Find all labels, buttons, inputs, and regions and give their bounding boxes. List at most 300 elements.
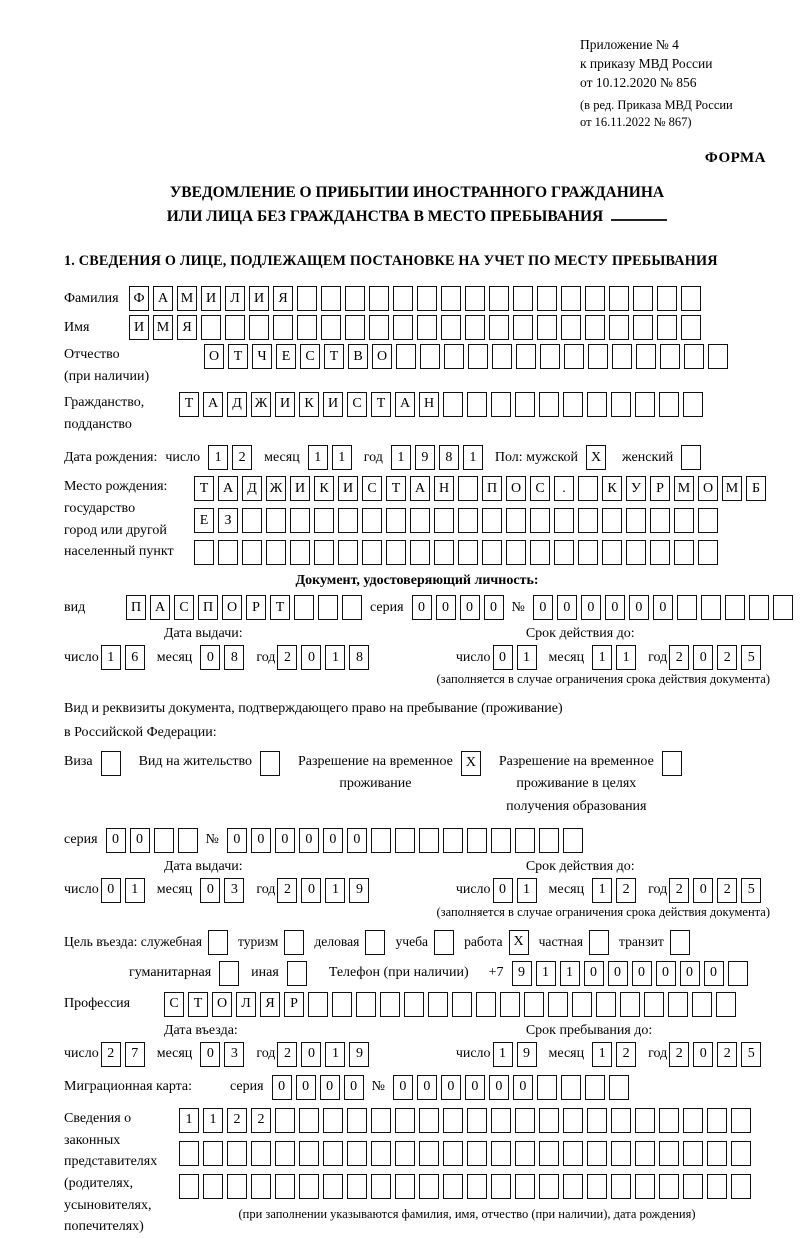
char-box[interactable] bbox=[491, 392, 511, 417]
char-box[interactable] bbox=[635, 1174, 655, 1199]
char-box[interactable]: Б bbox=[746, 476, 766, 501]
char-box[interactable] bbox=[773, 595, 793, 620]
char-box[interactable] bbox=[539, 1174, 559, 1199]
char-box[interactable]: 3 bbox=[224, 878, 244, 903]
char-box[interactable] bbox=[297, 286, 317, 311]
char-box[interactable]: 0 bbox=[347, 828, 367, 853]
char-box[interactable]: 2 bbox=[101, 1042, 121, 1067]
char-box[interactable]: 0 bbox=[200, 878, 220, 903]
char-box[interactable] bbox=[321, 286, 341, 311]
char-box[interactable] bbox=[554, 508, 574, 533]
char-box[interactable] bbox=[492, 344, 512, 369]
char-box[interactable] bbox=[452, 992, 472, 1017]
char-box[interactable] bbox=[369, 315, 389, 340]
char-box[interactable]: 0 bbox=[412, 595, 432, 620]
char-box[interactable]: X bbox=[461, 751, 481, 776]
char-box[interactable] bbox=[444, 344, 464, 369]
char-box[interactable]: Я bbox=[260, 992, 280, 1017]
char-box[interactable] bbox=[345, 286, 365, 311]
char-box[interactable]: 2 bbox=[616, 1042, 636, 1067]
char-box[interactable]: Ч bbox=[252, 344, 272, 369]
char-box[interactable] bbox=[179, 1141, 199, 1166]
char-box[interactable]: 0 bbox=[106, 828, 126, 853]
char-box[interactable] bbox=[515, 1108, 535, 1133]
char-box[interactable]: А bbox=[203, 392, 223, 417]
char-box[interactable] bbox=[275, 1141, 295, 1166]
char-box[interactable]: 1 bbox=[203, 1108, 223, 1133]
char-box[interactable]: Д bbox=[227, 392, 247, 417]
char-box[interactable] bbox=[731, 1174, 751, 1199]
char-box[interactable] bbox=[434, 540, 454, 565]
char-box[interactable] bbox=[465, 286, 485, 311]
char-box[interactable] bbox=[516, 344, 536, 369]
char-box[interactable] bbox=[561, 286, 581, 311]
char-box[interactable] bbox=[707, 1174, 727, 1199]
char-box[interactable] bbox=[539, 392, 559, 417]
char-box[interactable] bbox=[596, 992, 616, 1017]
char-box[interactable]: 7 bbox=[125, 1042, 145, 1067]
char-box[interactable]: 0 bbox=[533, 595, 553, 620]
char-box[interactable]: 1 bbox=[325, 1042, 345, 1067]
char-box[interactable] bbox=[585, 315, 605, 340]
char-box[interactable] bbox=[386, 540, 406, 565]
char-box[interactable]: 1 bbox=[208, 445, 228, 470]
char-box[interactable] bbox=[657, 286, 677, 311]
char-box[interactable] bbox=[467, 1174, 487, 1199]
char-box[interactable] bbox=[539, 1108, 559, 1133]
char-box[interactable] bbox=[633, 315, 653, 340]
char-box[interactable]: 2 bbox=[232, 445, 252, 470]
char-box[interactable] bbox=[635, 1108, 655, 1133]
char-box[interactable]: Т bbox=[194, 476, 214, 501]
char-box[interactable] bbox=[227, 1141, 247, 1166]
char-box[interactable]: Л bbox=[236, 992, 256, 1017]
char-box[interactable]: 1 bbox=[101, 645, 121, 670]
char-box[interactable] bbox=[635, 392, 655, 417]
char-box[interactable] bbox=[578, 508, 598, 533]
char-box[interactable]: 0 bbox=[441, 1075, 461, 1100]
char-box[interactable] bbox=[443, 828, 463, 853]
char-box[interactable]: С bbox=[164, 992, 184, 1017]
char-box[interactable] bbox=[201, 315, 221, 340]
char-box[interactable]: А bbox=[153, 286, 173, 311]
char-box[interactable]: 2 bbox=[669, 1042, 689, 1067]
char-box[interactable] bbox=[500, 992, 520, 1017]
char-box[interactable] bbox=[674, 540, 694, 565]
char-box[interactable]: 5 bbox=[741, 1042, 761, 1067]
char-box[interactable] bbox=[208, 930, 228, 955]
char-box[interactable] bbox=[314, 540, 334, 565]
char-box[interactable] bbox=[578, 476, 598, 501]
char-box[interactable] bbox=[396, 344, 416, 369]
char-box[interactable]: 0 bbox=[301, 878, 321, 903]
char-box[interactable] bbox=[266, 540, 286, 565]
char-box[interactable]: Ж bbox=[251, 392, 271, 417]
char-box[interactable] bbox=[660, 344, 680, 369]
char-box[interactable] bbox=[458, 476, 478, 501]
char-box[interactable] bbox=[681, 445, 701, 470]
char-box[interactable]: И bbox=[201, 286, 221, 311]
char-box[interactable] bbox=[636, 344, 656, 369]
char-box[interactable] bbox=[692, 992, 712, 1017]
char-box[interactable]: 2 bbox=[717, 1042, 737, 1067]
char-box[interactable] bbox=[537, 315, 557, 340]
char-box[interactable] bbox=[513, 286, 533, 311]
char-box[interactable]: 1 bbox=[517, 645, 537, 670]
char-box[interactable]: 0 bbox=[272, 1075, 292, 1100]
char-box[interactable]: А bbox=[218, 476, 238, 501]
char-box[interactable] bbox=[707, 1141, 727, 1166]
char-box[interactable]: 9 bbox=[517, 1042, 537, 1067]
char-box[interactable]: И bbox=[338, 476, 358, 501]
char-box[interactable] bbox=[491, 1174, 511, 1199]
char-box[interactable] bbox=[417, 315, 437, 340]
char-box[interactable]: 0 bbox=[632, 961, 652, 986]
char-box[interactable] bbox=[242, 508, 262, 533]
char-box[interactable]: 5 bbox=[741, 645, 761, 670]
char-box[interactable]: 0 bbox=[460, 595, 480, 620]
char-box[interactable] bbox=[585, 286, 605, 311]
char-box[interactable] bbox=[564, 344, 584, 369]
char-box[interactable]: Н bbox=[419, 392, 439, 417]
char-box[interactable] bbox=[515, 392, 535, 417]
char-box[interactable] bbox=[683, 1108, 703, 1133]
char-box[interactable]: 1 bbox=[179, 1108, 199, 1133]
char-box[interactable] bbox=[419, 1141, 439, 1166]
char-box[interactable] bbox=[410, 508, 430, 533]
char-box[interactable] bbox=[297, 315, 317, 340]
char-box[interactable]: Р bbox=[650, 476, 670, 501]
char-box[interactable] bbox=[731, 1141, 751, 1166]
char-box[interactable] bbox=[443, 1108, 463, 1133]
char-box[interactable] bbox=[441, 315, 461, 340]
char-box[interactable] bbox=[287, 961, 307, 986]
char-box[interactable]: П bbox=[482, 476, 502, 501]
char-box[interactable] bbox=[491, 828, 511, 853]
char-box[interactable]: П bbox=[126, 595, 146, 620]
char-box[interactable]: 0 bbox=[493, 645, 513, 670]
char-box[interactable]: 1 bbox=[391, 445, 411, 470]
char-box[interactable] bbox=[587, 1108, 607, 1133]
char-box[interactable] bbox=[386, 508, 406, 533]
char-box[interactable]: 1 bbox=[325, 645, 345, 670]
char-box[interactable]: 0 bbox=[301, 645, 321, 670]
char-box[interactable] bbox=[489, 286, 509, 311]
char-box[interactable] bbox=[587, 1141, 607, 1166]
char-box[interactable] bbox=[275, 1174, 295, 1199]
char-box[interactable] bbox=[684, 344, 704, 369]
char-box[interactable]: Т bbox=[371, 392, 391, 417]
char-box[interactable] bbox=[467, 1108, 487, 1133]
char-box[interactable] bbox=[443, 392, 463, 417]
char-box[interactable] bbox=[225, 315, 245, 340]
char-box[interactable] bbox=[489, 315, 509, 340]
char-box[interactable] bbox=[434, 930, 454, 955]
char-box[interactable]: С bbox=[174, 595, 194, 620]
char-box[interactable]: Т bbox=[188, 992, 208, 1017]
char-box[interactable] bbox=[662, 751, 682, 776]
char-box[interactable] bbox=[589, 930, 609, 955]
char-box[interactable] bbox=[321, 315, 341, 340]
char-box[interactable]: 0 bbox=[296, 1075, 316, 1100]
char-box[interactable] bbox=[540, 344, 560, 369]
char-box[interactable]: 0 bbox=[101, 878, 121, 903]
char-box[interactable]: 2 bbox=[669, 878, 689, 903]
char-box[interactable] bbox=[284, 930, 304, 955]
char-box[interactable]: 0 bbox=[581, 595, 601, 620]
char-box[interactable]: И bbox=[275, 392, 295, 417]
char-box[interactable] bbox=[393, 286, 413, 311]
char-box[interactable] bbox=[178, 828, 198, 853]
char-box[interactable] bbox=[410, 540, 430, 565]
char-box[interactable]: О bbox=[372, 344, 392, 369]
char-box[interactable] bbox=[506, 508, 526, 533]
char-box[interactable] bbox=[548, 992, 568, 1017]
char-box[interactable]: 6 bbox=[125, 645, 145, 670]
char-box[interactable] bbox=[443, 1174, 463, 1199]
char-box[interactable] bbox=[273, 315, 293, 340]
char-box[interactable]: Я bbox=[273, 286, 293, 311]
char-box[interactable]: С bbox=[530, 476, 550, 501]
char-box[interactable]: О bbox=[222, 595, 242, 620]
char-box[interactable] bbox=[668, 992, 688, 1017]
char-box[interactable]: И bbox=[249, 286, 269, 311]
char-box[interactable]: 8 bbox=[439, 445, 459, 470]
char-box[interactable] bbox=[725, 595, 745, 620]
char-box[interactable]: К bbox=[602, 476, 622, 501]
char-box[interactable]: Е bbox=[276, 344, 296, 369]
char-box[interactable] bbox=[681, 315, 701, 340]
char-box[interactable] bbox=[362, 508, 382, 533]
char-box[interactable] bbox=[194, 540, 214, 565]
char-box[interactable]: 1 bbox=[463, 445, 483, 470]
char-box[interactable] bbox=[677, 595, 697, 620]
char-box[interactable] bbox=[609, 1075, 629, 1100]
char-box[interactable] bbox=[275, 1108, 295, 1133]
char-box[interactable]: 0 bbox=[200, 1042, 220, 1067]
char-box[interactable] bbox=[251, 1174, 271, 1199]
char-box[interactable] bbox=[602, 508, 622, 533]
char-box[interactable] bbox=[443, 1141, 463, 1166]
char-box[interactable]: 1 bbox=[308, 445, 328, 470]
char-box[interactable] bbox=[612, 344, 632, 369]
char-box[interactable] bbox=[563, 1141, 583, 1166]
char-box[interactable]: 1 bbox=[592, 878, 612, 903]
char-box[interactable] bbox=[698, 540, 718, 565]
char-box[interactable] bbox=[347, 1141, 367, 1166]
char-box[interactable] bbox=[659, 1108, 679, 1133]
char-box[interactable] bbox=[578, 540, 598, 565]
char-box[interactable] bbox=[539, 1141, 559, 1166]
char-box[interactable] bbox=[314, 508, 334, 533]
char-box[interactable]: И bbox=[290, 476, 310, 501]
char-box[interactable]: Т bbox=[324, 344, 344, 369]
char-box[interactable] bbox=[611, 392, 631, 417]
char-box[interactable]: 2 bbox=[277, 645, 297, 670]
char-box[interactable] bbox=[609, 286, 629, 311]
char-box[interactable] bbox=[683, 1141, 703, 1166]
char-box[interactable]: И bbox=[323, 392, 343, 417]
char-box[interactable] bbox=[467, 828, 487, 853]
char-box[interactable]: 9 bbox=[349, 1042, 369, 1067]
char-box[interactable] bbox=[338, 540, 358, 565]
char-box[interactable] bbox=[249, 315, 269, 340]
char-box[interactable]: 0 bbox=[299, 828, 319, 853]
char-box[interactable] bbox=[749, 595, 769, 620]
char-box[interactable] bbox=[602, 540, 622, 565]
char-box[interactable] bbox=[585, 1075, 605, 1100]
char-box[interactable] bbox=[441, 286, 461, 311]
char-box[interactable] bbox=[227, 1174, 247, 1199]
char-box[interactable]: . bbox=[554, 476, 574, 501]
char-box[interactable] bbox=[251, 1141, 271, 1166]
char-box[interactable] bbox=[611, 1174, 631, 1199]
char-box[interactable] bbox=[299, 1174, 319, 1199]
char-box[interactable] bbox=[611, 1141, 631, 1166]
char-box[interactable] bbox=[563, 1108, 583, 1133]
char-box[interactable] bbox=[323, 1108, 343, 1133]
char-box[interactable]: 0 bbox=[200, 645, 220, 670]
char-box[interactable]: 0 bbox=[301, 1042, 321, 1067]
char-box[interactable]: О bbox=[204, 344, 224, 369]
char-box[interactable]: 0 bbox=[275, 828, 295, 853]
char-box[interactable]: Т bbox=[228, 344, 248, 369]
char-box[interactable]: 2 bbox=[717, 878, 737, 903]
char-box[interactable]: Я bbox=[177, 315, 197, 340]
char-box[interactable]: 2 bbox=[277, 1042, 297, 1067]
char-box[interactable] bbox=[698, 508, 718, 533]
char-box[interactable] bbox=[650, 508, 670, 533]
char-box[interactable] bbox=[362, 540, 382, 565]
char-box[interactable]: Р bbox=[246, 595, 266, 620]
char-box[interactable] bbox=[588, 344, 608, 369]
char-box[interactable]: X bbox=[509, 930, 529, 955]
char-box[interactable]: 0 bbox=[323, 828, 343, 853]
char-box[interactable]: 0 bbox=[629, 595, 649, 620]
char-box[interactable] bbox=[332, 992, 352, 1017]
char-box[interactable]: 0 bbox=[584, 961, 604, 986]
char-box[interactable] bbox=[482, 508, 502, 533]
char-box[interactable] bbox=[395, 1108, 415, 1133]
char-box[interactable]: 0 bbox=[704, 961, 724, 986]
char-box[interactable]: 1 bbox=[332, 445, 352, 470]
char-box[interactable]: 8 bbox=[224, 645, 244, 670]
char-box[interactable] bbox=[323, 1174, 343, 1199]
char-box[interactable] bbox=[308, 992, 328, 1017]
char-box[interactable] bbox=[318, 595, 338, 620]
char-box[interactable] bbox=[561, 1075, 581, 1100]
char-box[interactable]: 0 bbox=[130, 828, 150, 853]
char-box[interactable] bbox=[371, 1108, 391, 1133]
char-box[interactable] bbox=[299, 1141, 319, 1166]
char-box[interactable] bbox=[218, 540, 238, 565]
char-box[interactable] bbox=[468, 344, 488, 369]
char-box[interactable] bbox=[476, 992, 496, 1017]
char-box[interactable] bbox=[154, 828, 174, 853]
char-box[interactable]: 2 bbox=[717, 645, 737, 670]
char-box[interactable] bbox=[465, 315, 485, 340]
char-box[interactable]: О bbox=[698, 476, 718, 501]
char-box[interactable] bbox=[458, 508, 478, 533]
char-box[interactable] bbox=[659, 1174, 679, 1199]
char-box[interactable] bbox=[395, 828, 415, 853]
char-box[interactable] bbox=[515, 828, 535, 853]
char-box[interactable]: 2 bbox=[251, 1108, 271, 1133]
char-box[interactable]: 0 bbox=[693, 1042, 713, 1067]
char-box[interactable] bbox=[419, 828, 439, 853]
char-box[interactable] bbox=[419, 1108, 439, 1133]
char-box[interactable] bbox=[380, 992, 400, 1017]
char-box[interactable] bbox=[294, 595, 314, 620]
char-box[interactable] bbox=[290, 540, 310, 565]
char-box[interactable] bbox=[467, 1141, 487, 1166]
char-box[interactable] bbox=[626, 508, 646, 533]
char-box[interactable] bbox=[491, 1141, 511, 1166]
char-box[interactable]: Т bbox=[270, 595, 290, 620]
char-box[interactable] bbox=[644, 992, 664, 1017]
char-box[interactable] bbox=[203, 1141, 223, 1166]
char-box[interactable] bbox=[482, 540, 502, 565]
char-box[interactable] bbox=[347, 1108, 367, 1133]
char-box[interactable] bbox=[716, 992, 736, 1017]
char-box[interactable] bbox=[491, 1108, 511, 1133]
char-box[interactable]: 0 bbox=[653, 595, 673, 620]
char-box[interactable]: К bbox=[314, 476, 334, 501]
char-box[interactable]: 0 bbox=[465, 1075, 485, 1100]
char-box[interactable]: 0 bbox=[251, 828, 271, 853]
char-box[interactable]: 0 bbox=[417, 1075, 437, 1100]
char-box[interactable] bbox=[650, 540, 670, 565]
char-box[interactable] bbox=[731, 1108, 751, 1133]
char-box[interactable] bbox=[365, 930, 385, 955]
char-box[interactable]: И bbox=[129, 315, 149, 340]
char-box[interactable]: 5 bbox=[741, 878, 761, 903]
char-box[interactable]: Р bbox=[284, 992, 304, 1017]
char-box[interactable] bbox=[371, 1174, 391, 1199]
char-box[interactable] bbox=[342, 595, 362, 620]
char-box[interactable]: Т bbox=[386, 476, 406, 501]
char-box[interactable]: 3 bbox=[224, 1042, 244, 1067]
char-box[interactable] bbox=[458, 540, 478, 565]
char-box[interactable] bbox=[404, 992, 424, 1017]
char-box[interactable]: В bbox=[348, 344, 368, 369]
char-box[interactable] bbox=[572, 992, 592, 1017]
char-box[interactable] bbox=[219, 961, 239, 986]
char-box[interactable] bbox=[393, 315, 413, 340]
char-box[interactable] bbox=[554, 540, 574, 565]
char-box[interactable] bbox=[338, 508, 358, 533]
char-box[interactable]: 8 bbox=[349, 645, 369, 670]
char-box[interactable] bbox=[242, 540, 262, 565]
char-box[interactable]: Т bbox=[179, 392, 199, 417]
char-box[interactable]: 0 bbox=[320, 1075, 340, 1100]
char-box[interactable] bbox=[203, 1174, 223, 1199]
char-box[interactable] bbox=[537, 1075, 557, 1100]
char-box[interactable] bbox=[515, 1174, 535, 1199]
char-box[interactable]: А bbox=[395, 392, 415, 417]
char-box[interactable] bbox=[371, 1141, 391, 1166]
char-box[interactable] bbox=[420, 344, 440, 369]
char-box[interactable] bbox=[587, 392, 607, 417]
char-box[interactable] bbox=[674, 508, 694, 533]
char-box[interactable]: 0 bbox=[693, 645, 713, 670]
char-box[interactable]: У bbox=[626, 476, 646, 501]
char-box[interactable]: Д bbox=[242, 476, 262, 501]
char-box[interactable]: 2 bbox=[277, 878, 297, 903]
char-box[interactable]: 2 bbox=[616, 878, 636, 903]
char-box[interactable]: 2 bbox=[227, 1108, 247, 1133]
char-box[interactable] bbox=[524, 992, 544, 1017]
